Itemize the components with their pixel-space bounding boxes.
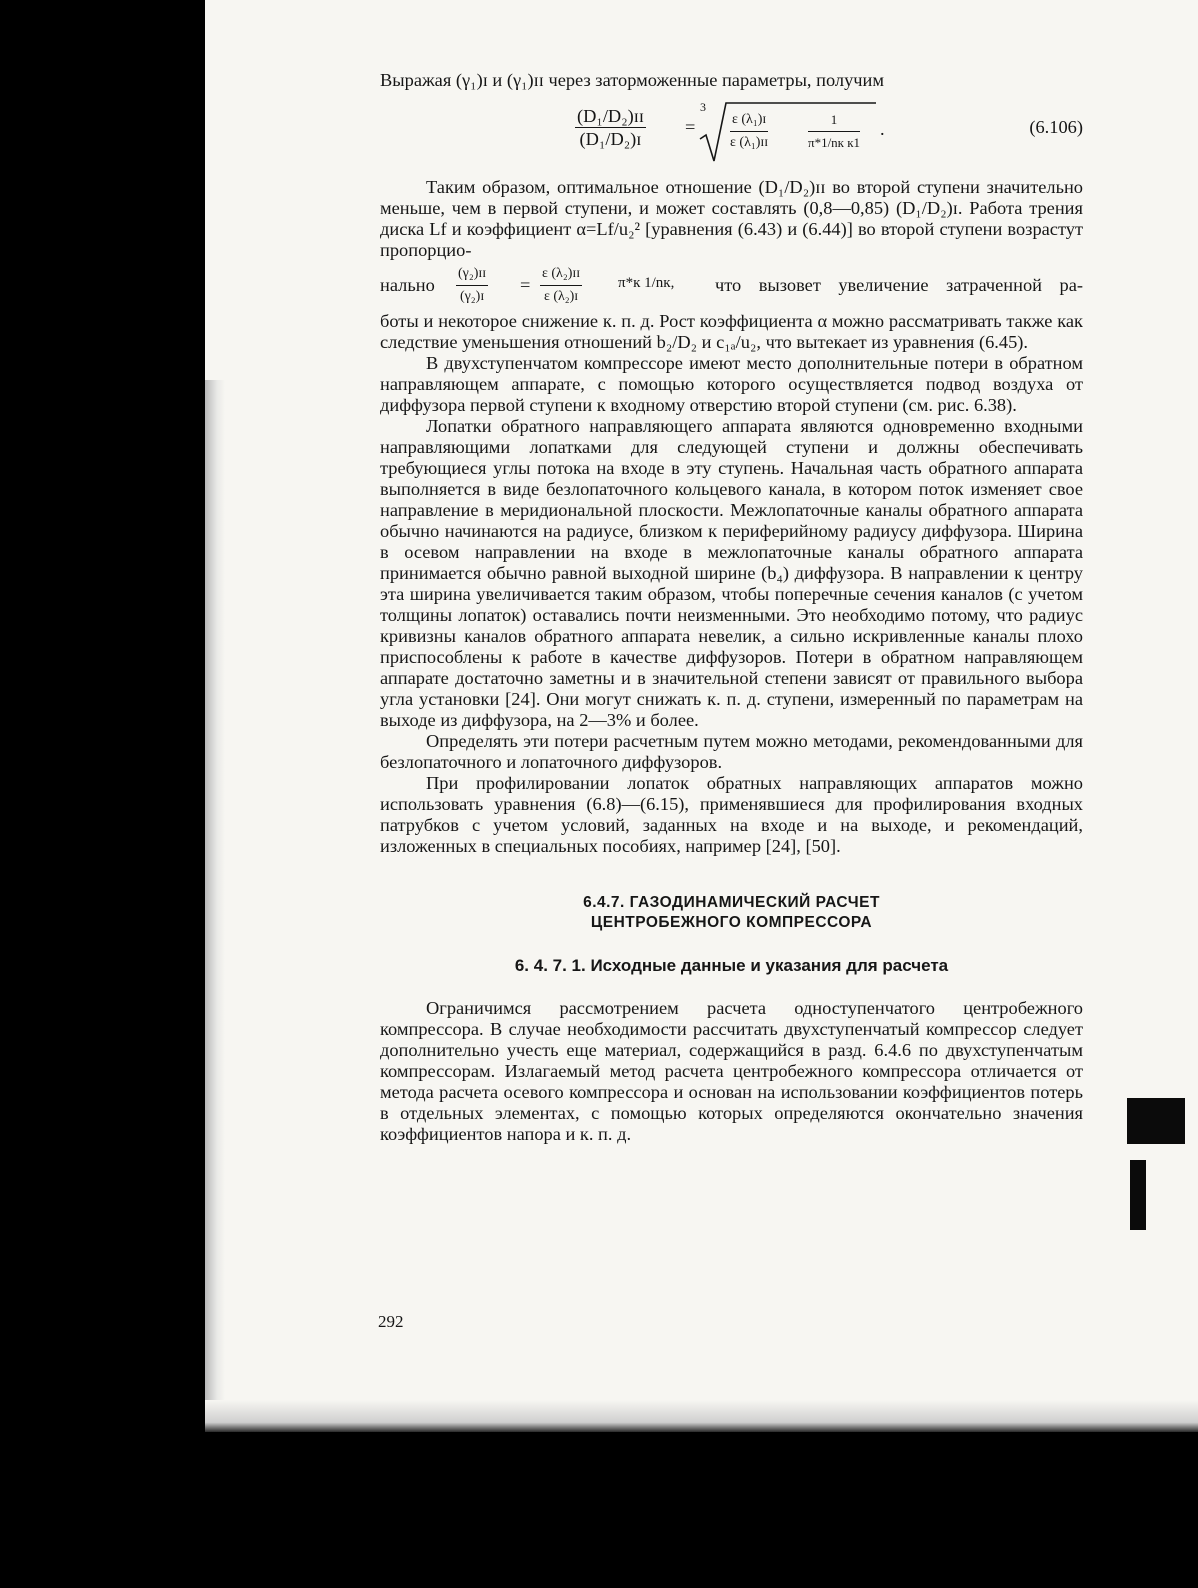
inline-eq-prefix: нально bbox=[380, 275, 435, 295]
inline-eq-rhs-fraction bbox=[540, 263, 582, 308]
inline-eq-lhs-numerator: (γ₂)ɪɪ bbox=[456, 263, 488, 286]
paragraph-2: В двухступенчатом компрессоре имеют место дополнительные потери в обратном направляющем аппарате, с помощью которого осуществляется подвод воздуха от диффузора первой ступени к входному отверстию второй ступени (см. рис. 6.38). bbox=[380, 353, 1083, 415]
paragraph-1b: боты и некоторое снижение к. п. д. Рост коэффициента α можно рассматривать также как следствие уменьшения отношений b₂/D₂ и c₁ₐ/u₂, что вытекает из уравнения (6.45). bbox=[380, 311, 1083, 352]
page-bottom-edge bbox=[205, 1400, 1198, 1432]
section-heading bbox=[380, 893, 1083, 933]
section-heading-line-2: ЦЕНТРОБЕЖНОГО КОМПРЕССОРА bbox=[590, 914, 873, 931]
eq-lhs-numerator: (D₁/D₂)ɪɪ bbox=[577, 106, 644, 126]
equation-number: (6.106) bbox=[1029, 117, 1083, 137]
eq-lhs-denominator: (D₁/D₂)ɪ bbox=[579, 129, 642, 149]
eq-period: . bbox=[880, 119, 885, 139]
eq-rhs1-numerator: ε (λ₁)ɪ bbox=[730, 109, 768, 132]
scan-edge-mark bbox=[1127, 1098, 1185, 1144]
intro-line: Выражая (γ₁)ɪ и (γ₁)ɪɪ через заторможенные параметры, получим bbox=[380, 70, 885, 90]
paragraph-3: Лопатки обратного направляющего аппарата являются одновременно входными направляющими лопатками для следующей ступени и должны обеспечивать требующиеся углы потока на входе в эту ступень. Начальная часть обратного аппарата выполняется в виде безлопаточного кольцевого канала, в котором поток изменяет свое направление в меридиональной плоскости. Межлопаточные каналы обратного аппарата обычно начинаются на радиусе, близком к периферийному радиусу диффузора. Ширина в осевом направлении на входе в межлопаточные каналы обратного аппарата принимается обычно равной выходной ширине (b₄) диффузора. В направлении к центру эта ширина увеличивается таким образом, чтобы поперечные сечения каналов (с учетом толщины лопаток) оставались почти неизменными. Это необходимо потому, что радиус кривизны каналов обратного аппарата невелик, а сильно искривленные каналы плохо приспособлены к работе в качестве диффузоров. Потери в обратном направляющем аппарате достаточно заметны и в значительной степени зависят от правильного выбора угла установки [24]. Они могут снижать к. п. д. ступени, измеренный по параметрам на выходе из диффузора, на 2—3% и более. bbox=[380, 416, 1083, 730]
page-body bbox=[380, 70, 1083, 1145]
paragraph-5: При профилировании лопаток обратных направляющих аппаратов можно использовать уравнения (6.8)—(6.15), применявшиеся для профилирования входных патрубков с учетом условий, заданных на входе и на выходе, и рекомендаций, изложенных в специальных пособиях, например [24], [50]. bbox=[380, 773, 1083, 856]
eq-lhs-fraction bbox=[575, 105, 646, 150]
eq-rhs-fraction-1 bbox=[730, 109, 768, 154]
paragraph-4: Определять эти потери расчетным путем можно методами, рекомендованными для безлопаточного и лопаточного диффузоров. bbox=[380, 731, 1083, 772]
inline-eq-lhs-denominator: (γ₂)ɪ bbox=[459, 289, 485, 304]
eq-rhs2-denominator: π*1/nк к1 bbox=[808, 135, 861, 150]
eq-rhs2-numerator: 1 bbox=[808, 109, 860, 132]
equation-6-106 bbox=[380, 97, 1083, 169]
inline-equation-gamma bbox=[380, 263, 1083, 309]
section-heading-line-1: 6.4.7. ГАЗОДИНАМИЧЕСКИЙ РАСЧЕТ bbox=[583, 894, 880, 911]
page-number: 292 bbox=[378, 1312, 404, 1331]
paragraph-6: Ограничимся рассмотрением расчета одноступенчатого центробежного компрессора. В случае необходимости рассчитать двухступенчатый компрессор следует дополнительно учесть еще материал, содержащийся в разд. 6.4.6 по двухступенчатым компрессорам. Излагаемый метод расчета центробежного компрессора отличается от метода расчета осевого компрессора и основан на использовании коэффициентов потерь в отдельных элементах, с помощью которых определяются окончательно значения коэффициентов напора и к. п. д. bbox=[380, 998, 1083, 1144]
eq-root-index: 3 bbox=[700, 100, 706, 114]
inline-eq-rhs-numerator: ε (λ₂)ɪɪ bbox=[540, 263, 582, 286]
inline-eq-factor: π*к 1/nк, bbox=[618, 275, 675, 291]
inline-eq-equals: = bbox=[520, 275, 531, 295]
eq-rhs-fraction-2 bbox=[808, 109, 860, 154]
inline-eq-rhs-denominator: ε (λ₂)ɪ bbox=[543, 289, 579, 304]
eq-equals: = bbox=[685, 117, 696, 137]
paragraph-1a: Таким образом, оптимальное отношение (D₁/D₂)ɪɪ во второй ступени значительно меньше, чем в первой ступени, и может составлять (0,8—0,85) (D₁/D₂)ɪ. Работа трения диска Lf и коэффициент α=Lf/u₂² [уравнения (6.43) и (6.44)] во второй ступени возрастут пропорцио- bbox=[380, 177, 1083, 260]
inline-eq-lhs-fraction bbox=[456, 263, 488, 308]
binding-shadow bbox=[205, 380, 225, 1430]
scan-edge-mark bbox=[1130, 1160, 1146, 1230]
eq-rhs1-denominator: ε (λ₁)ɪɪ bbox=[730, 135, 769, 150]
inline-eq-suffix: что вызовет увеличение затраченной ра- bbox=[715, 275, 1083, 295]
subsection-heading: 6. 4. 7. 1. Исходные данные и указания для расчета bbox=[514, 956, 949, 975]
